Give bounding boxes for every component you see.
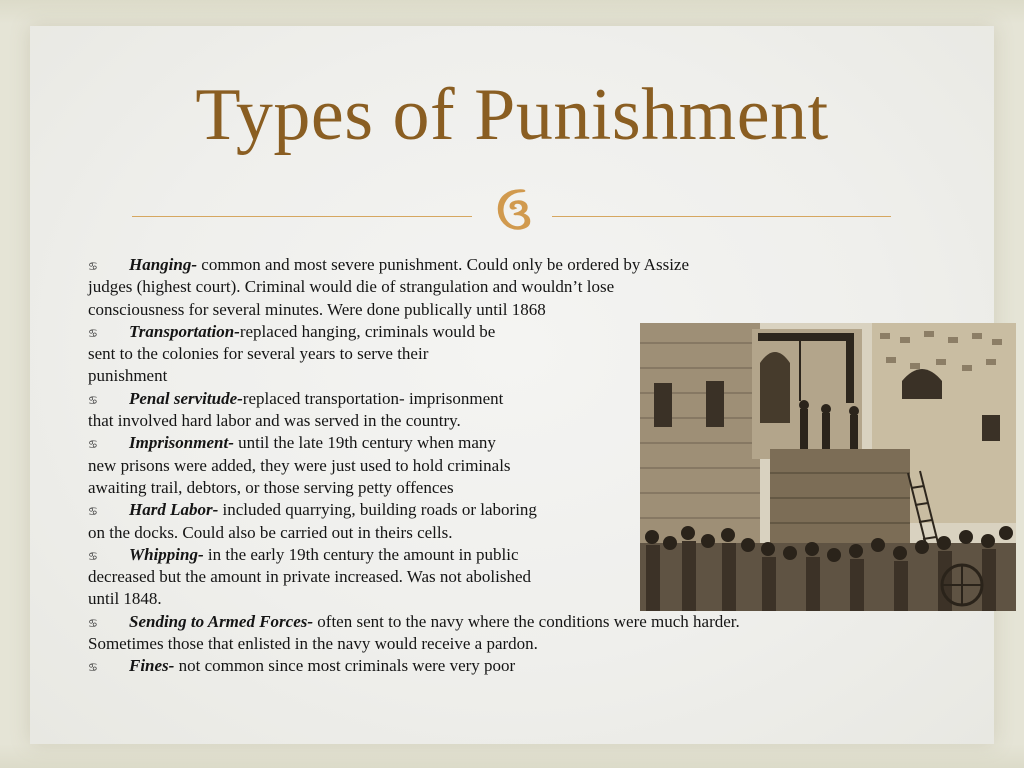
list-item bbox=[88, 544, 878, 566]
list-item bbox=[88, 321, 878, 343]
bullet-icon: ♋ bbox=[88, 260, 98, 273]
bullet-icon: ♋ bbox=[88, 549, 98, 563]
bullet-text: until 1848. bbox=[88, 589, 162, 609]
bullet-text: common and most severe punishment. Could only be ordered by Assize bbox=[197, 255, 690, 274]
list-item bbox=[88, 254, 878, 276]
bullet-icon: ♋ bbox=[88, 505, 98, 519]
bullet-term: Hanging- bbox=[129, 255, 198, 274]
bullet-text: replaced transportation- imprisonment bbox=[242, 388, 504, 408]
bullet-text: sent to the colonies for several years to serve their bbox=[88, 344, 429, 364]
bullet-icon: ♋ bbox=[88, 661, 98, 675]
bullet-text: on the docks. Could also be carried out in theirs cells. bbox=[88, 522, 453, 542]
bullet-term: Hard Labor- bbox=[129, 500, 219, 520]
curly-flourish-icon: ઉ bbox=[496, 186, 532, 240]
bullet-term: Imprisonment- bbox=[129, 433, 234, 453]
bullet-list bbox=[88, 254, 878, 678]
bullet-text: consciousness for several minutes. Were done publically until 1868 bbox=[88, 299, 546, 319]
bullet-text: in the early 19th century the amount in public bbox=[203, 544, 519, 564]
bullet-text: often sent to the navy where the conditions were much harder. bbox=[313, 611, 740, 631]
bullet-icon: ♋ bbox=[88, 393, 98, 407]
bullet-text: awaiting trail, debtors, or those serving petty offences bbox=[88, 477, 454, 497]
list-item bbox=[88, 611, 878, 633]
bullet-term: Penal servitude- bbox=[129, 388, 243, 408]
title-divider-right bbox=[552, 216, 891, 217]
bullet-text: that involved hard labor and was served in the country. bbox=[88, 411, 461, 431]
list-item bbox=[88, 499, 878, 521]
bullet-term: Whipping- bbox=[129, 544, 204, 564]
bullet-text: included quarrying, building roads or laboring bbox=[218, 500, 537, 520]
bullet-term: Sending to Armed Forces- bbox=[129, 611, 314, 631]
bullet-text: judges (highest court). Criminal would die of strangulation and wouldn’t lose bbox=[88, 277, 615, 297]
bullet-icon: ♋ bbox=[88, 616, 98, 630]
bullet-text: decreased but the amount in private increased. Was not abolished bbox=[88, 567, 532, 587]
bullet-term: Fines- bbox=[129, 656, 175, 676]
list-item bbox=[88, 432, 878, 454]
bullet-text: not common since most criminals were very poor bbox=[174, 656, 516, 676]
list-item bbox=[88, 655, 878, 677]
bullet-text: until the late 19th century when many bbox=[233, 433, 496, 453]
bullet-icon: ♋ bbox=[88, 438, 98, 452]
bullet-term: Transportation- bbox=[129, 321, 240, 341]
bullet-text: new prisons were added, they were just used to hold criminals bbox=[88, 455, 511, 475]
bullet-icon: ♋ bbox=[88, 326, 98, 340]
slide-title: Types of Punishment bbox=[195, 74, 829, 156]
bullet-text: punishment bbox=[88, 366, 168, 386]
title-divider-left bbox=[132, 216, 472, 217]
bullet-text: Sometimes those that enlisted in the navy would receive a pardon. bbox=[88, 634, 538, 654]
bullet-text: replaced hanging, criminals would be bbox=[239, 321, 496, 341]
list-item bbox=[88, 388, 878, 410]
